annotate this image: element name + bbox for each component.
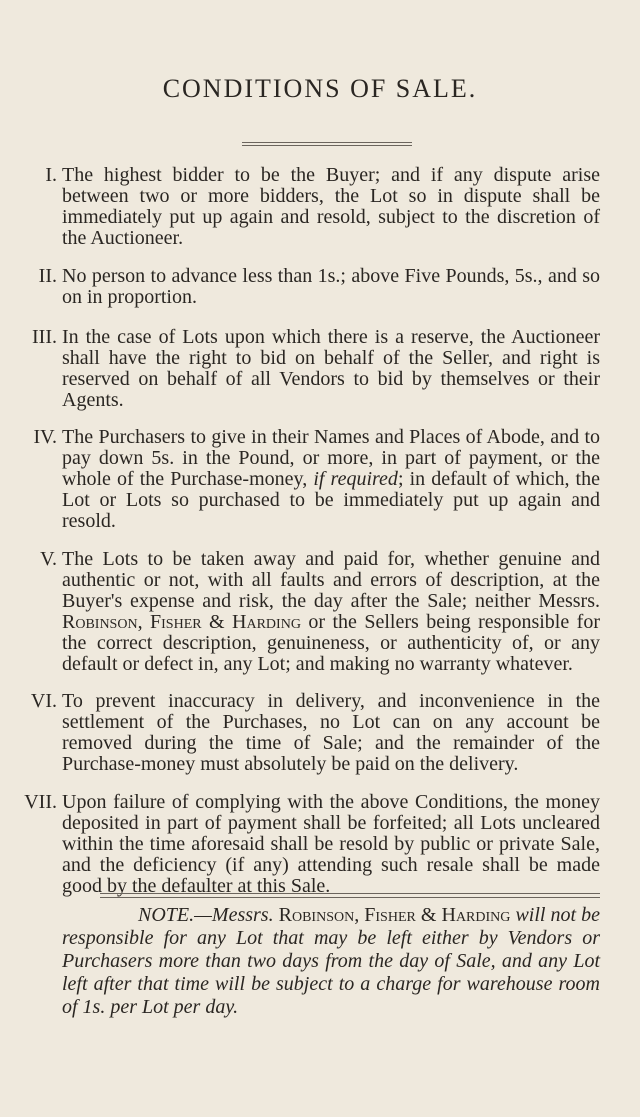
condition-text: The highest bidder to be the Buyer; and if any dispute arise between two or more bidders, the Lot so in dispute shall be immediately put up again and resold, subject to the discretion of the Auctioneer.: [62, 164, 600, 249]
section-divider-double: [100, 897, 600, 898]
title-divider-double: [242, 145, 412, 146]
note-text: will not be responsible for any Lot that may be left either by Vendors or Purchasers more than two days from the day of Sale, and any Lot left after that time will be subject to a charge for warehouse room of 1s. per Lot per day.: [62, 904, 600, 1018]
title-divider: [242, 142, 412, 143]
firm-name: Robinson, Fisher & Harding: [62, 611, 301, 633]
condition-text: The Lots to be taken away and paid for, whether genuine and authentic or not, with all faults and errors of description, at the Buyer's expense and risk, the day after the Sale; neither Messrs. Robinson, Fisher & Harding or the Sellers being responsible for the correct description, genuineness, or authenticity of, or any default or defect in, any Lot; and making no warranty whatever.: [62, 548, 601, 675]
condition-text: To prevent inaccuracy in delivery, and inconvenience in the settlement of the Purchases, no Lot can on any account be removed during the time of Sale; and the remainder of the Purchase-money must absolutely be paid on the delivery.: [62, 690, 600, 775]
condition-number: VII.: [24, 791, 57, 813]
page-title: CONDITIONS OF SALE.: [162, 74, 478, 103]
condition-text: Upon failure of complying with the above Conditions, the money deposited in part of payment shall be forfeited; all Lots uncleared within the time aforesaid shall be resold by public or private Sale, and the deficiency (if any) attending such resale shall be made good by the defaulter at this Sale.: [62, 791, 600, 897]
note-label: NOTE.: [138, 904, 195, 926]
condition-text: The Purchasers to give in their Names and Places of Abode, and to pay down 5s. in the Pound, or more, in part of payment, or the whole of the Purchase-money, if required; in default of which, the Lot or Lots so purchased to be immediately put up again and resold.: [62, 426, 600, 532]
section-divider: [100, 893, 600, 894]
condition-number: IV.: [33, 426, 57, 448]
condition-number: II.: [38, 265, 57, 287]
emphasis: if required: [313, 468, 398, 490]
condition-number: VI.: [30, 690, 57, 712]
condition-number: III.: [32, 326, 57, 348]
condition-number: I.: [45, 164, 57, 186]
sale-note: NOTE.—Messrs. Robinson, Fisher & Harding will not be responsible for any Lot that may be left either by Vendors or Purchasers more than two days from the day of Sale, and any Lot left after that time will be subject to a charge for warehouse room of 1s. per Lot per day.: [62, 904, 600, 1018]
condition-number: V.: [40, 548, 57, 570]
condition-text: No person to advance less than 1s.; above Five Pounds, 5s., and so on in proportion.: [62, 265, 600, 308]
firm-name: Robinson, Fisher & Harding: [278, 904, 511, 926]
condition-text: In the case of Lots upon which there is a reserve, the Auctioneer shall have the right to bid on behalf of the Seller, and right is reserved on behalf of all Vendors to bid by themselves or their Agents.: [62, 326, 600, 411]
